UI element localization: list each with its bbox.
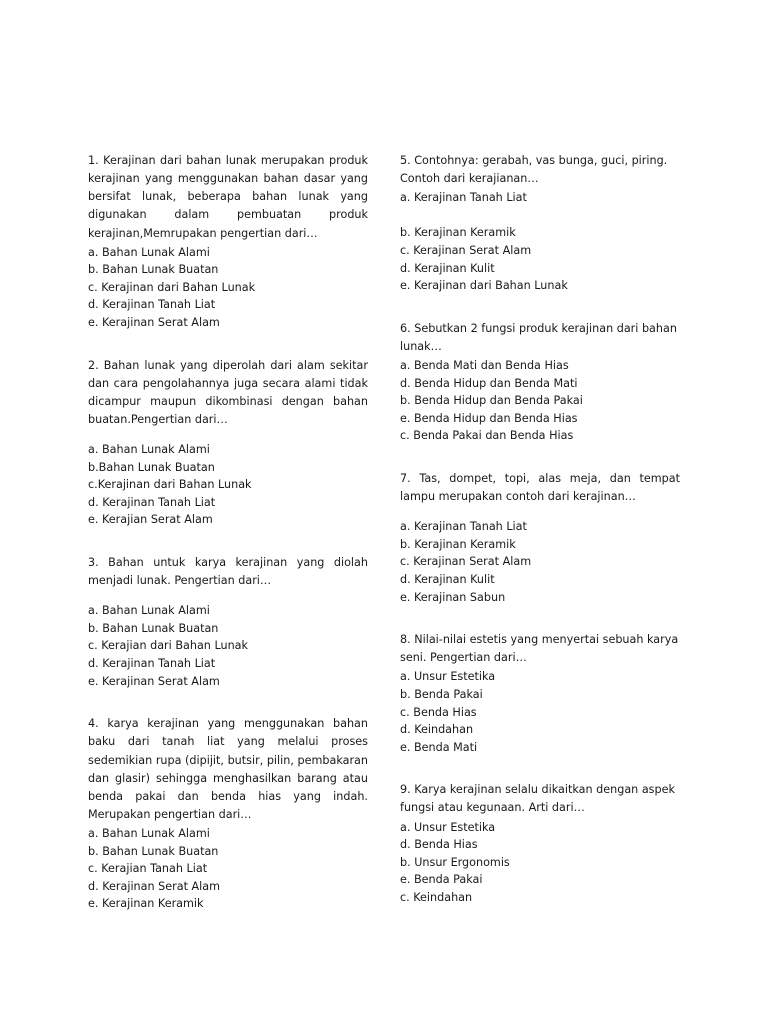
- question-block: [88, 554, 368, 690]
- option-item: e. Benda Mati: [400, 740, 478, 754]
- option-item: d. Kerajinan Serat Alam: [88, 879, 221, 893]
- option-item: e. Kerajian Serat Alam: [88, 513, 213, 527]
- option-item: c. Kerajinan Serat Alam: [400, 244, 532, 258]
- option-item: b. Bahan Lunak Buatan: [88, 844, 219, 858]
- option-item: a. Kerajinan Tanah Liat: [400, 520, 527, 534]
- option-item: d. Benda Hias: [400, 838, 478, 852]
- option-item: b. Bahan Lunak Buatan: [88, 621, 219, 635]
- option-item: a. Bahan Lunak Alami: [88, 245, 210, 259]
- option-item: b. Kerajinan Keramik: [400, 226, 516, 240]
- option-item: c. Benda Hias: [400, 705, 477, 719]
- block-spacer: [400, 620, 680, 631]
- option-item: c. Keindahan: [400, 890, 473, 904]
- option-item: d. Kerajinan Tanah Liat: [88, 495, 216, 509]
- option-item: e. Kerajinan Sabun: [400, 590, 506, 604]
- option-item: e. Kerajinan Keramik: [88, 897, 204, 911]
- option-item: b. Unsur Ergonomis: [400, 855, 510, 869]
- question-block: [400, 470, 680, 606]
- block-spacer: [88, 543, 368, 554]
- option-item: d. Kerajinan Tanah Liat: [88, 657, 216, 671]
- question-text: 6. Sebutkan 2 fungsi produk kerajinan dari bahan lunak…: [400, 321, 677, 353]
- option-item: d. Kerajinan Tanah Liat: [88, 298, 216, 312]
- block-spacer: [88, 704, 368, 715]
- option-item: c.Kerajinan dari Bahan Lunak: [88, 478, 252, 492]
- option-item: b.Bahan Lunak Buatan: [88, 460, 215, 474]
- block-spacer: [400, 770, 680, 781]
- option-item: d. Kerajinan Kulit: [400, 261, 495, 275]
- block-spacer: [400, 459, 680, 470]
- option-item: b. Benda Hidup dan Benda Pakai: [400, 394, 583, 408]
- question-text: 2. Bahan lunak yang diperolah dari alam sekitar dan cara pengolahannya juga secara alami tidak dicampur maupun dikombinasi dengan bahan buatan.Pengertian dari…: [88, 358, 368, 427]
- two-column-layout: [88, 152, 688, 927]
- question-block: [88, 357, 368, 529]
- option-item: c. Kerajinan Serat Alam: [400, 555, 532, 569]
- question-text: 1. Kerajinan dari bahan lunak merupakan produk kerajinan yang menggunakan bahan dasar yang bersifat lunak, beberapa bahan lunak yang digunakan dalam pembuatan produk kerajinan,Memrupakan pengertian dari…: [88, 154, 368, 240]
- option-item-blank: [400, 207, 680, 225]
- option-item: b. Benda Pakai: [400, 687, 483, 701]
- question-text: 3. Bahan untuk karya kerajinan yang diolah menjadi lunak. Pengertian dari…: [88, 556, 368, 588]
- option-item: c. Benda Pakai dan Benda Hias: [400, 429, 574, 443]
- question-text: 9. Karya kerajinan selalu dikaitkan dengan aspek fungsi atau kegunaan. Arti dari…: [400, 783, 675, 815]
- block-spacer: [400, 309, 680, 320]
- option-item: a. Kerajinan Tanah Liat: [400, 191, 527, 205]
- question-text: 4. karya kerajinan yang menggunakan bahan baku dari tanah liat yang melalui proses sedemikian rupa (dipijit, butsir, pilin, pembakaran dan glasir) sehingga menghasilkan barang atau benda pakai dan benda hias yang indah. Merupakan pengertian dari…: [88, 717, 368, 821]
- option-item: a. Unsur Estetika: [400, 820, 496, 834]
- question-block: [400, 631, 680, 756]
- question-block: [88, 152, 368, 332]
- option-item: a. Bahan Lunak Alami: [88, 827, 210, 841]
- option-item: c. Kerajian Tanah Liat: [88, 862, 208, 876]
- option-item: b. Kerajinan Keramik: [400, 537, 516, 551]
- question-block: [400, 781, 680, 906]
- option-item: a. Bahan Lunak Alami: [88, 443, 210, 457]
- option-item: d. Keindahan: [400, 723, 474, 737]
- question-text: 7. Tas, dompet, topi, alas meja, dan tempat lampu merupakan contoh dari kerajinan…: [400, 471, 680, 504]
- option-item: e. Kerajinan dari Bahan Lunak: [400, 279, 568, 293]
- option-item: d. Benda Hidup dan Benda Mati: [400, 376, 578, 390]
- option-item: b. Bahan Lunak Buatan: [88, 263, 219, 277]
- option-item: a. Bahan Lunak Alami: [88, 604, 210, 618]
- option-item: a. Unsur Estetika: [400, 670, 496, 684]
- question-block: [400, 152, 680, 295]
- option-item: c. Kerajinan dari Bahan Lunak: [88, 280, 256, 294]
- option-item: e. Benda Pakai: [400, 873, 483, 887]
- option-item: e. Benda Hidup dan Benda Hias: [400, 411, 578, 425]
- question-text: 5. Contohnya: gerabah, vas bunga, guci, piring. Contoh dari kerajianan…: [400, 154, 668, 186]
- question-block: [400, 320, 680, 445]
- column-right: [400, 152, 680, 920]
- option-item: e. Kerajinan Serat Alam: [88, 316, 220, 330]
- column-left: [88, 152, 368, 927]
- option-item: c. Kerajian dari Bahan Lunak: [88, 639, 248, 653]
- question-block: [88, 715, 368, 913]
- question-text: 8. Nilai-nilai estetis yang menyertai sebuah karya seni. Pengertian dari…: [400, 633, 679, 665]
- block-spacer: [88, 346, 368, 357]
- option-item: e. Kerajinan Serat Alam: [88, 674, 220, 688]
- option-item: a. Benda Mati dan Benda Hias: [400, 359, 569, 373]
- option-item: d. Kerajinan Kulit: [400, 572, 495, 586]
